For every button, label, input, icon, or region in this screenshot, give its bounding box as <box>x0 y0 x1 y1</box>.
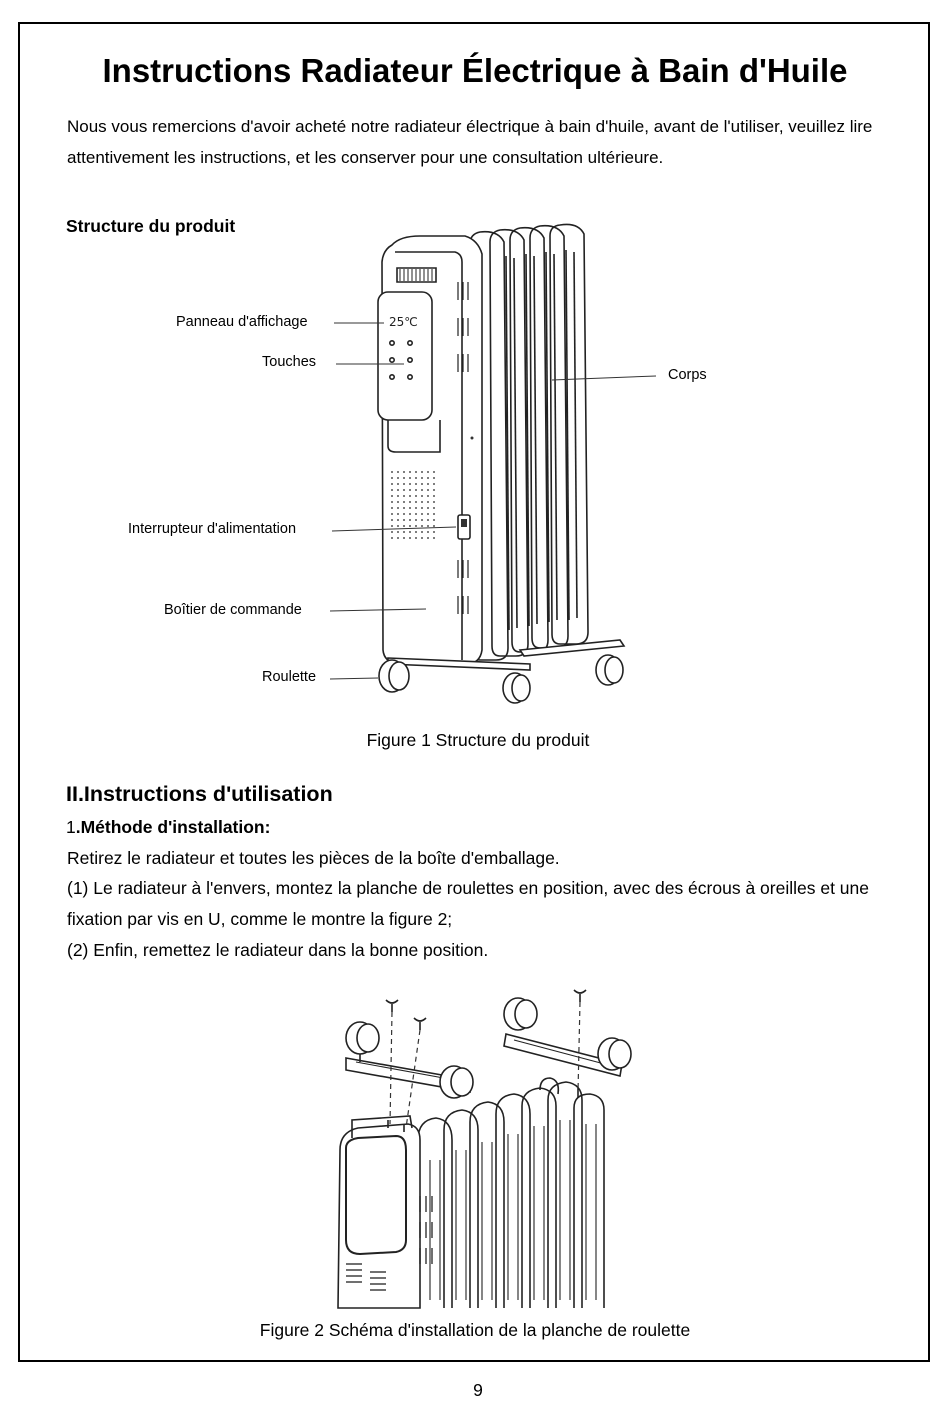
page-title: Instructions Radiateur Électrique à Bain d'Huile <box>102 52 848 89</box>
figure2-caption: Figure 2 Schéma d'installation de la planche de roulette <box>259 1320 691 1340</box>
label-power-switch: Interrupteur d'alimentation <box>128 521 297 537</box>
install-line-1: Retirez le radiateur et toutes les pièces de la boîte d'emballage. <box>67 848 560 868</box>
intro-paragraph: Nous vous remercions d'avoir acheté notre radiateur électrique à bain d'huile, avant de l'utiliser, veuillez lire attentivement les instructions, et les conserver pour une consultation ultérieure. <box>67 117 873 167</box>
label-display-panel: Panneau d'affichage <box>176 314 308 330</box>
usage-heading: II.Instructions d'utilisation <box>66 782 333 806</box>
label-body: Corps <box>668 367 707 383</box>
install-heading-number: 1 <box>66 817 76 837</box>
label-control-box: Boîtier de commande <box>164 602 302 618</box>
install-heading-text: .Méthode d'installation: <box>75 817 271 837</box>
figure1-caption: Figure 1 Structure du produit <box>366 730 590 750</box>
label-buttons: Touches <box>262 354 317 370</box>
install-heading <box>66 817 270 838</box>
page-number: 9 <box>473 1380 483 1400</box>
structure-heading: Structure du produit <box>66 216 236 236</box>
figure1-leader-lines <box>320 310 660 690</box>
install-line-2: (1) Le radiateur à l'envers, montez la planche de roulettes en position, avec des écrous à oreilles et une fixation par vis en U, comme le montre la figure 2; <box>67 878 870 929</box>
install-line-3: (2) Enfin, remettez le radiateur dans la bonne position. <box>67 940 489 960</box>
label-caster: Roulette <box>262 669 317 685</box>
display-readout: 25℃ <box>389 315 418 329</box>
caster-installation-illustration <box>330 985 650 1310</box>
